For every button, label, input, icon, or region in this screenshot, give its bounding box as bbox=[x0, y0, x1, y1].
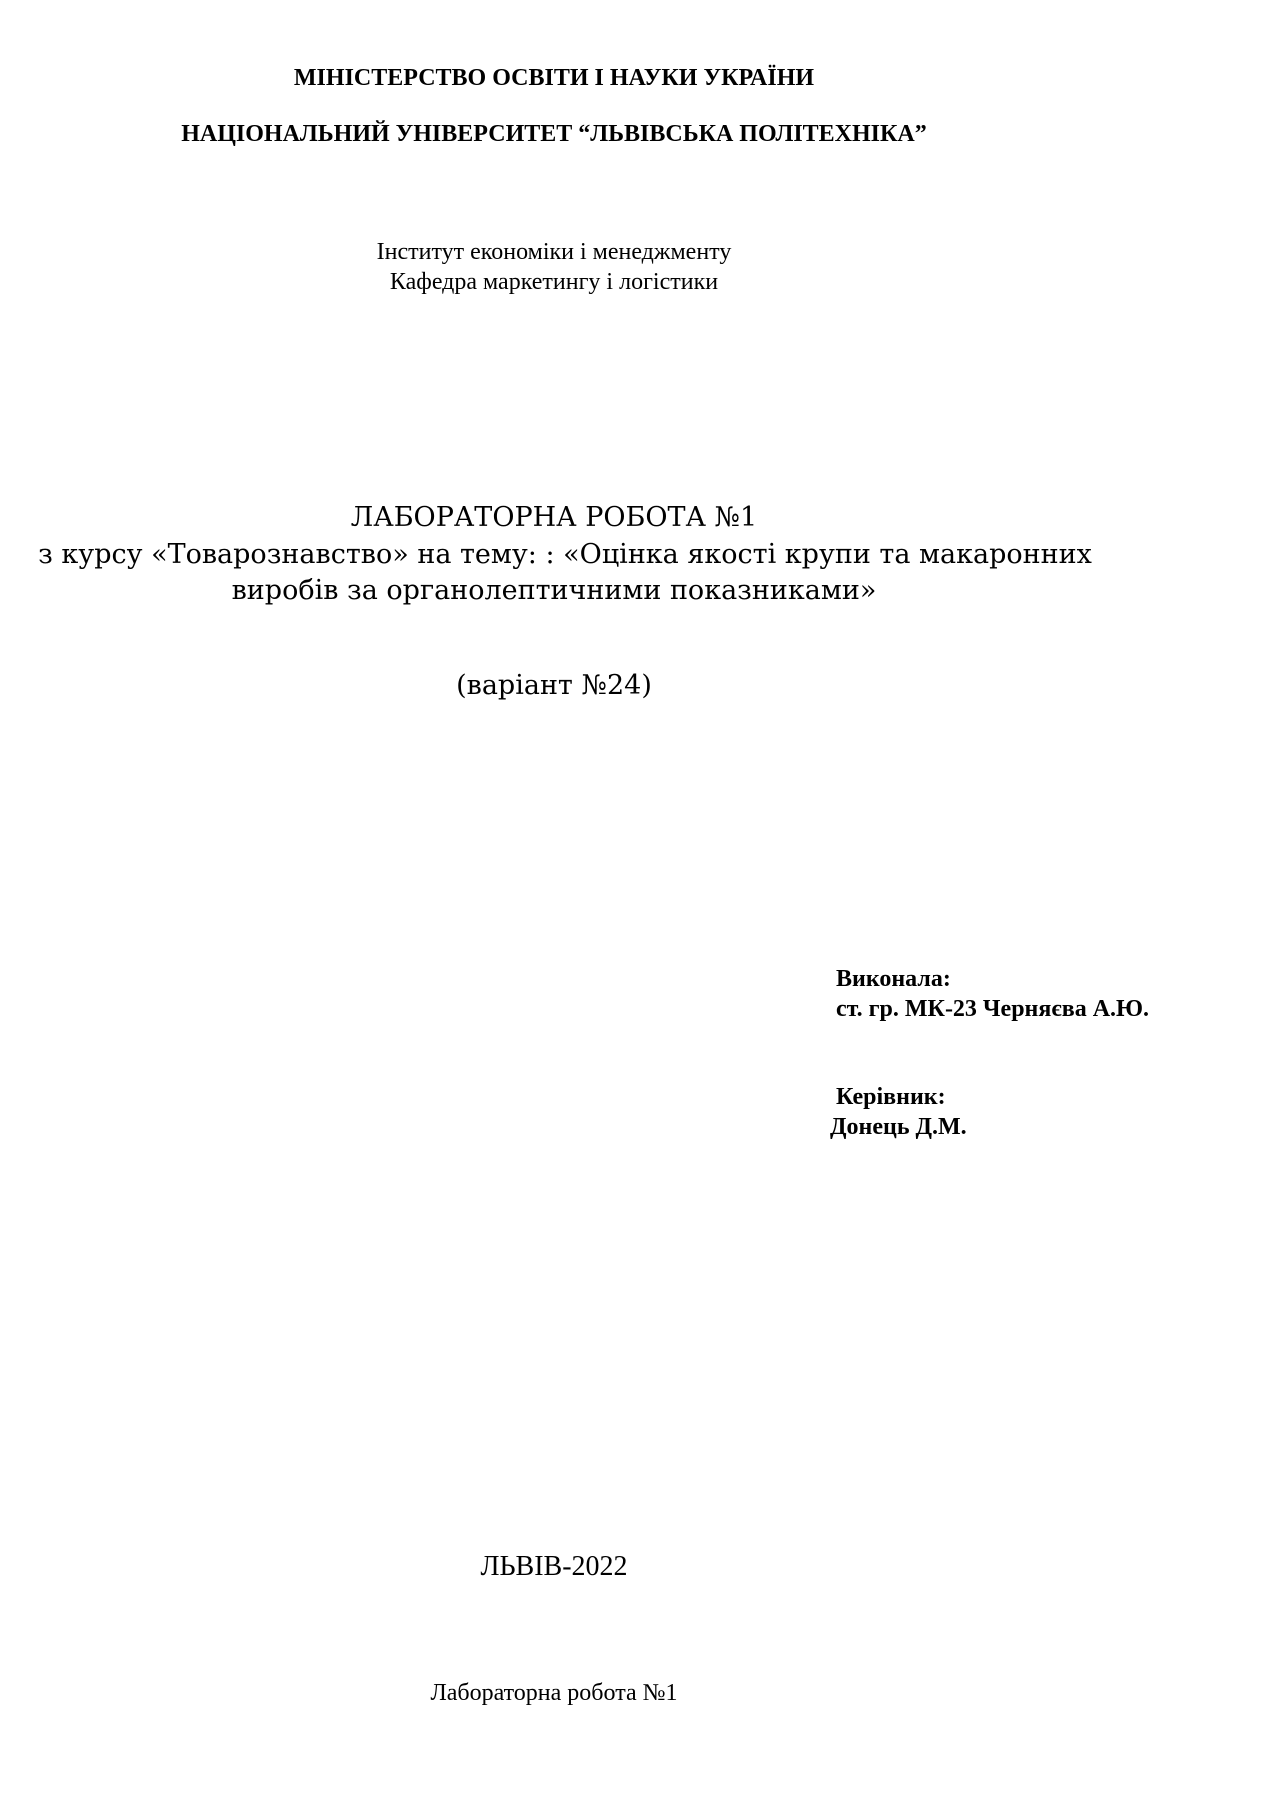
supervisor-value: Донець Д.М. bbox=[830, 1114, 967, 1140]
institute-name: Інститут економіки і менеджменту bbox=[376, 239, 732, 265]
city-year: ЛЬВІВ-2022 bbox=[480, 1551, 628, 1582]
ministry-heading: МІНІСТЕРСТВО ОСВІТИ І НАУКИ УКРАЇНИ bbox=[293, 65, 815, 91]
footer-note: Лабораторна робота №1 bbox=[430, 1680, 678, 1706]
variant-label: (варіант №24) bbox=[456, 670, 652, 701]
performed-by-label: Виконала: bbox=[836, 966, 951, 992]
lab-title: ЛАБОРАТОРНА РОБОТА №1 bbox=[350, 502, 758, 533]
supervisor-label: Керівник: bbox=[836, 1084, 946, 1110]
performed-by-value: ст. гр. МК-23 Черняєва А.Ю. bbox=[836, 996, 1150, 1022]
department-name: Кафедра маркетингу і логістики bbox=[389, 269, 719, 295]
course-topic-line-1: з курсу «Товарознавство» на тему: : «Оцінка якості крупи та макаронних bbox=[38, 539, 1092, 570]
course-topic-line-2: виробів за органолептичними показниками» bbox=[231, 575, 877, 606]
university-heading: НАЦІОНАЛЬНИЙ УНІВЕРСИТЕТ “ЛЬВІВСЬКА ПОЛІТЕХНІКА” bbox=[181, 121, 927, 147]
